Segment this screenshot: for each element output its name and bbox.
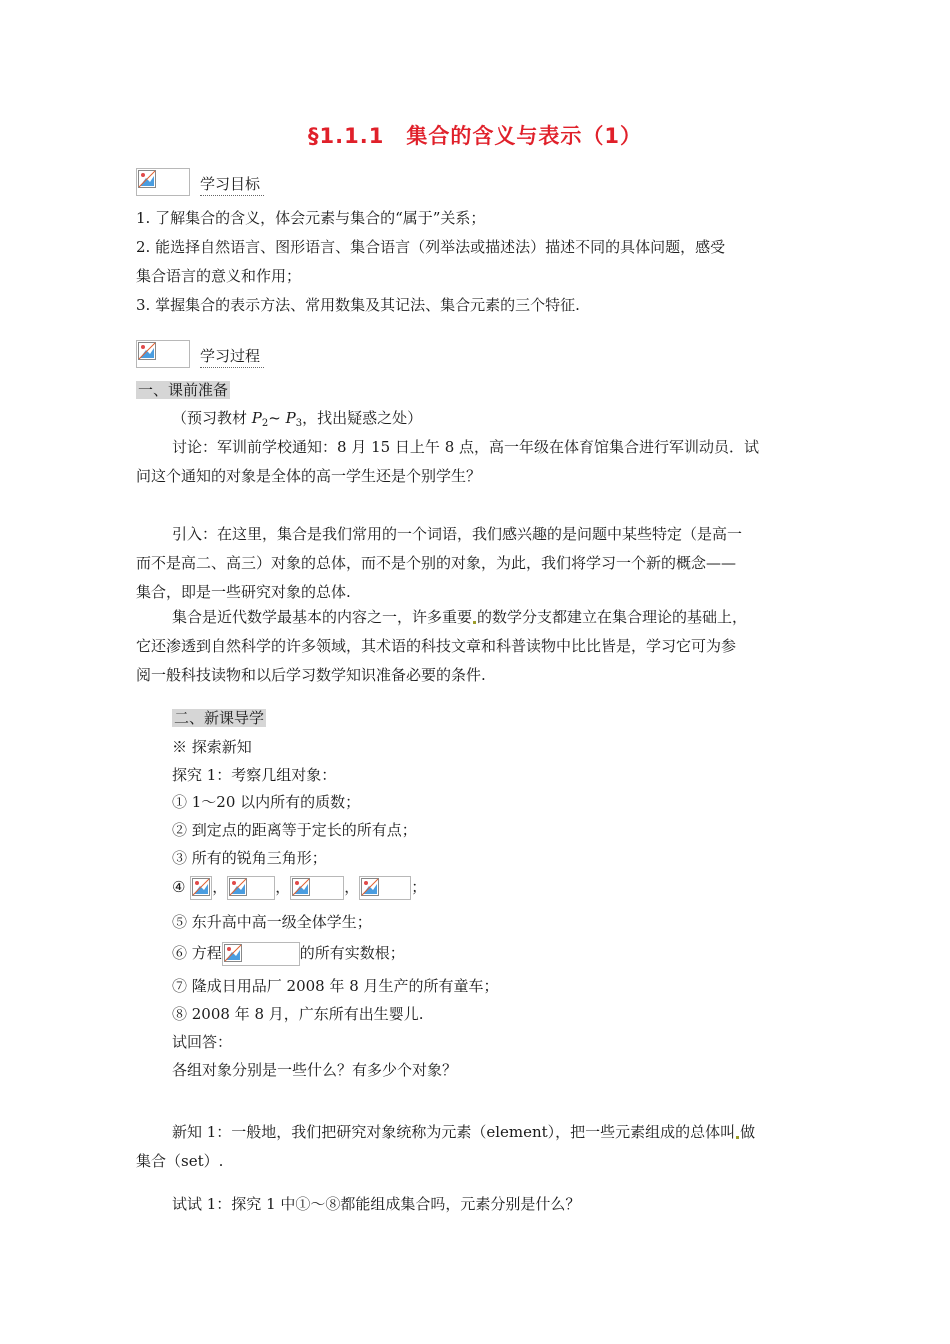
paragraph-line: 试回答： (172, 1033, 233, 1051)
paragraph-line: 引入：在这里，集合是我们常用的一个词语，我们感兴趣的是问题中某些特定（是高一 (172, 525, 743, 543)
paragraph-line (172, 607, 747, 627)
broken-image-icon (222, 942, 300, 966)
section-header-process (136, 340, 264, 368)
text: 的所有实数根； (299, 944, 405, 962)
list-item: ⑧ 2008 年 8 月，广东所有出生婴儿. (172, 1005, 424, 1023)
broken-image-icon (136, 168, 190, 196)
page-title: §1.1.1 集合的含义与表示（1） (308, 124, 642, 148)
part-heading (172, 708, 266, 728)
paragraph-line: 讨论：军训前学校通知：8 月 15 日上午 8 点，高一年级在体育馆集合进行军训动员．试 (172, 438, 760, 456)
text: ， (344, 878, 360, 896)
mark-dot (736, 1136, 739, 1139)
broken-image-icon (290, 876, 344, 900)
paragraph-line: 问这个通知的对象是全体的高一学生还是个别学生？ (136, 467, 482, 485)
subscript: 2 (261, 418, 269, 429)
paragraph-line: 试试 1：探究 1 中①～⑧都能组成集合吗，元素分别是什么？ (172, 1195, 581, 1213)
paragraph-line (172, 1122, 755, 1142)
text: ， (212, 878, 228, 896)
broken-image-icon (190, 876, 212, 900)
goal-item: 2. 能选择自然语言、图形语言、集合语言（列举法或描述法）描述不同的具体问题，感受 (136, 238, 726, 256)
list-item: ① 1～20 以内所有的质数； (172, 793, 361, 811)
text: ； (411, 878, 427, 896)
goal-item: 1. 了解集合的含义，体会元素与集合的“属于”关系； (136, 209, 486, 227)
paragraph-line: 各组对象分别是一些什么？有多少个对象？ (172, 1061, 458, 1079)
broken-image-icon (227, 876, 275, 900)
paragraph-line: 集合，即是一些研究对象的总体. (136, 583, 351, 601)
paragraph-line: 阅一般科技读物和以后学习数学知识准备必要的条件. (136, 666, 486, 684)
text: （预习教材 (172, 409, 252, 427)
text: 的数学分支都建立在集合理论的基础上， (477, 608, 748, 626)
broken-image-icon (359, 876, 411, 900)
part-heading (136, 380, 230, 400)
goal-item: 3. 掌握集合的表示方法、常用数集及其记法、集合元素的三个特征. (136, 296, 580, 314)
list-item (172, 942, 405, 966)
text: 集合是近代数学最基本的内容之一，许多重要 (172, 608, 473, 626)
text: ④ (172, 878, 191, 896)
text: ~ (268, 409, 286, 427)
explore-intro: 探究 1：考察几组对象： (172, 766, 337, 784)
preview-note (172, 408, 422, 434)
list-item: ⑤ 东升高中高一级全体学生； (172, 913, 372, 931)
text: ， (275, 878, 291, 896)
list-item: ② 到定点的距离等于定长的所有点； (172, 821, 417, 839)
goal-item: 集合语言的意义和作用； (136, 267, 302, 285)
section-heading: 学习目标 (200, 173, 264, 196)
broken-image-icon (136, 340, 190, 368)
section-heading: 学习过程 (200, 345, 264, 368)
paragraph-line: 它还渗透到自然科学的许多领域，其术语的科技文章和科普读物中比比皆是，学习它可为参 (136, 637, 737, 655)
subscript: 3 (295, 418, 303, 429)
text: P (251, 409, 262, 427)
list-item: ③ 所有的锐角三角形； (172, 849, 327, 867)
text: P (285, 409, 296, 427)
text: 新知 1：一般地，我们把研究对象统称为元素（element），把一些元素组成的总体叫 (172, 1123, 736, 1141)
part-heading-text: 二、新课导学 (174, 709, 265, 727)
paragraph-line: 集合（set）. (136, 1152, 224, 1170)
section-header-goals (136, 168, 264, 196)
list-item: ⑦ 隆成日用品厂 2008 年 8 月生产的所有童车； (172, 977, 499, 995)
text: ，找出疑惑之处） (302, 409, 423, 427)
mark-dot (473, 621, 476, 624)
explore-title: ※ 探索新知 (172, 738, 252, 756)
part-heading-text: 一、课前准备 (138, 381, 229, 399)
text: ⑥ 方程 (172, 944, 222, 962)
paragraph-line: 而不是高二、高三）对象的总体，而不是个别的对象，为此，我们将学习一个新的概念—— (136, 554, 737, 572)
text: 做 (740, 1123, 756, 1141)
list-item (172, 876, 426, 900)
